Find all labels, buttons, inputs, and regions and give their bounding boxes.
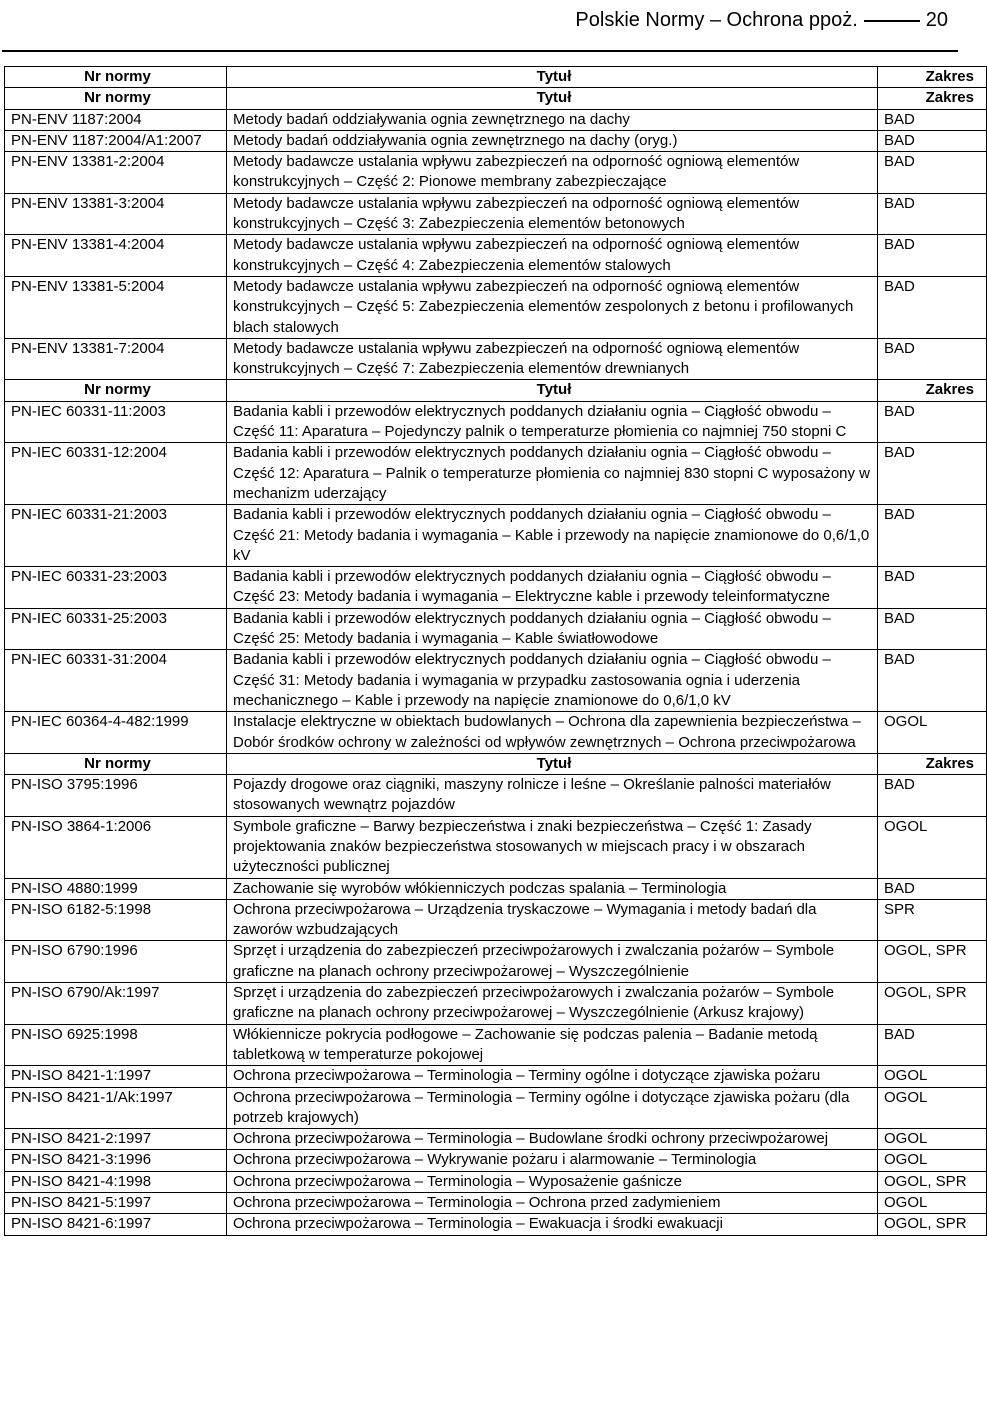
norm-scope-cell: BAD — [878, 878, 987, 899]
norm-scope-cell: OGOL — [878, 1150, 987, 1171]
table-row — [5, 878, 987, 899]
norm-number-cell: PN-IEC 60331-11:2003 — [5, 401, 227, 443]
table-row — [5, 443, 987, 505]
norm-title-cell: Ochrona przeciwpożarowa – Terminologia – Terminy ogólne i dotyczące zjawiska pożaru (dla potrzeb krajowych) — [227, 1087, 878, 1129]
norm-scope-cell: OGOL — [878, 1066, 987, 1087]
norm-title-cell: Sprzęt i urządzenia do zabezpieczeń przeciwpożarowych i zwalczania pożarów – Symbole graficzne na planach ochrony przeciwpożarowej – Wyszczególnienie (Arkusz krajowy) — [227, 983, 878, 1025]
norm-number-cell: PN-ISO 8421-4:1998 — [5, 1171, 227, 1192]
norm-title-cell: Metody badawcze ustalania wpływu zabezpieczeń na odporność ogniową elementów konstrukcyjnych – Część 5: Zabezpieczenia elementów zespolonych z betonu i profilowanych blach stalowych — [227, 276, 878, 338]
norm-scope-cell: BAD — [878, 193, 987, 235]
table-row — [5, 983, 987, 1025]
page-number: 20 — [925, 9, 948, 31]
norm-number-cell: PN-ISO 6925:1998 — [5, 1024, 227, 1066]
table-row — [5, 1150, 987, 1171]
norm-number-cell: PN-IEC 60331-21:2003 — [5, 505, 227, 567]
norm-title-cell: Badania kabli i przewodów elektrycznych poddanych działaniu ognia – Ciągłość obwodu – Część 25: Metody badania i wymagania – Kable światłowodowe — [227, 608, 878, 650]
table-header-row — [5, 67, 987, 88]
table-row — [5, 712, 987, 754]
page-header-title: Polskie Normy – Ochrona ppoż. — [575, 9, 858, 31]
norm-number-cell: PN-IEC 60331-23:2003 — [5, 567, 227, 609]
norm-scope-cell: BAD — [878, 650, 987, 712]
table-row — [5, 1214, 987, 1235]
norm-number-cell: PN-ENV 1187:2004 — [5, 109, 227, 130]
table-row — [5, 899, 987, 941]
norm-scope-cell: OGOL — [878, 816, 987, 878]
column-header-norm: Nr normy — [5, 380, 227, 401]
norms-table — [4, 66, 987, 1236]
norm-title-cell: Metody badawcze ustalania wpływu zabezpieczeń na odporność ogniową elementów konstrukcyjnych – Część 7: Zabezpieczenia elementów drewnianych — [227, 338, 878, 380]
norm-number-cell: PN-IEC 60364-4-482:1999 — [5, 712, 227, 754]
norm-number-cell: PN-ENV 13381-3:2004 — [5, 193, 227, 235]
norm-number-cell: PN-ISO 6790/Ak:1997 — [5, 983, 227, 1025]
norm-title-cell: Włókiennicze pokrycia podłogowe – Zachowanie się podczas palenia – Badanie metodą tabletkową w temperaturze pokojowej — [227, 1024, 878, 1066]
norm-scope-cell: OGOL — [878, 1129, 987, 1150]
norm-number-cell: PN-IEC 60331-25:2003 — [5, 608, 227, 650]
norm-title-cell: Metody badawcze ustalania wpływu zabezpieczeń na odporność ogniową elementów konstrukcyjnych – Część 4: Zabezpieczenia elementów stalowych — [227, 235, 878, 277]
norm-title-cell: Ochrona przeciwpożarowa – Terminologia – Wyposażenie gaśnicze — [227, 1171, 878, 1192]
norm-scope-cell: OGOL, SPR — [878, 1171, 987, 1192]
norm-scope-cell: OGOL — [878, 1087, 987, 1129]
column-header-title: Tytuł — [227, 88, 878, 109]
norm-number-cell: PN-ISO 8421-3:1996 — [5, 1150, 227, 1171]
norm-number-cell: PN-ISO 4880:1999 — [5, 878, 227, 899]
norm-number-cell: PN-ISO 8421-5:1997 — [5, 1193, 227, 1214]
norm-number-cell: PN-ISO 3795:1996 — [5, 775, 227, 817]
table-row — [5, 338, 987, 380]
norm-title-cell: Badania kabli i przewodów elektrycznych poddanych działaniu ognia – Ciągłość obwodu – Część 11: Aparatura – Pojedynczy palnik o temperaturze płomienia co najmniej 750 stopni C — [227, 401, 878, 443]
table-row — [5, 1024, 987, 1066]
norm-scope-cell: BAD — [878, 505, 987, 567]
column-header-scope: Zakres — [878, 88, 987, 109]
norm-scope-cell: BAD — [878, 608, 987, 650]
norm-scope-cell: OGOL — [878, 712, 987, 754]
column-header-title: Tytuł — [227, 380, 878, 401]
norm-title-cell: Metody badawcze ustalania wpływu zabezpieczeń na odporność ogniową elementów konstrukcyjnych – Część 3: Zabezpieczenia elementów betonowych — [227, 193, 878, 235]
norm-number-cell: PN-ENV 13381-7:2004 — [5, 338, 227, 380]
norm-number-cell: PN-ISO 8421-1/Ak:1997 — [5, 1087, 227, 1129]
norm-title-cell: Badania kabli i przewodów elektrycznych poddanych działaniu ognia – Ciągłość obwodu – Część 12: Aparatura – Palnik o temperaturze płomienia co najmniej 830 stopni C wyposażony w mechanizm uderzający — [227, 443, 878, 505]
table-row — [5, 1171, 987, 1192]
norm-number-cell: PN-ISO 3864-1:2006 — [5, 816, 227, 878]
norm-scope-cell: BAD — [878, 276, 987, 338]
norm-title-cell: Instalacje elektryczne w obiektach budowlanych – Ochrona dla zapewnienia bezpieczeństwa – Dobór środków ochrony w zależności od wpływów zewnętrznych – Ochrona przeciwpożarowa — [227, 712, 878, 754]
norm-scope-cell: SPR — [878, 899, 987, 941]
norm-title-cell: Metody badań oddziaływania ognia zewnętrznego na dachy (oryg.) — [227, 130, 878, 151]
table-header-row — [5, 753, 987, 774]
table-row — [5, 775, 987, 817]
norm-title-cell: Sprzęt i urządzenia do zabezpieczeń przeciwpożarowych i zwalczania pożarów – Symbole graficzne na planach ochrony przeciwpożarowej – Wyszczególnienie — [227, 941, 878, 983]
norm-scope-cell: BAD — [878, 567, 987, 609]
norm-number-cell: PN-ISO 6182-5:1998 — [5, 899, 227, 941]
norm-scope-cell: BAD — [878, 109, 987, 130]
norm-title-cell: Pojazdy drogowe oraz ciągniki, maszyny rolnicze i leśne – Określanie palności materiałów stosowanych wewnątrz pojazdów — [227, 775, 878, 817]
table-row — [5, 401, 987, 443]
table-row — [5, 1129, 987, 1150]
header-rule — [2, 50, 958, 52]
table-row — [5, 505, 987, 567]
table-row — [5, 276, 987, 338]
table-header-row — [5, 380, 987, 401]
table-row — [5, 650, 987, 712]
table-row — [5, 1066, 987, 1087]
norm-number-cell: PN-ENV 13381-5:2004 — [5, 276, 227, 338]
norms-table-body — [5, 67, 987, 1236]
page-header — [0, 0, 948, 40]
column-header-scope: Zakres — [878, 67, 987, 88]
column-header-title: Tytuł — [227, 753, 878, 774]
norm-scope-cell: BAD — [878, 775, 987, 817]
column-header-norm: Nr normy — [5, 67, 227, 88]
norm-scope-cell: OGOL, SPR — [878, 983, 987, 1025]
table-row — [5, 1087, 987, 1129]
table-row — [5, 608, 987, 650]
table-header-row — [5, 88, 987, 109]
norm-scope-cell: BAD — [878, 152, 987, 194]
norm-number-cell: PN-ENV 13381-2:2004 — [5, 152, 227, 194]
norm-number-cell: PN-ENV 13381-4:2004 — [5, 235, 227, 277]
norm-title-cell: Badania kabli i przewodów elektrycznych poddanych działaniu ognia – Ciągłość obwodu – Część 31: Metody badania i wymagania w przypadku zastosowania ognia i uderzenia mechanicznego – Kable i przewody na napięcie znamionowe do 0,6/1,0 kV — [227, 650, 878, 712]
norm-scope-cell: BAD — [878, 338, 987, 380]
norm-number-cell: PN-IEC 60331-31:2004 — [5, 650, 227, 712]
norm-number-cell: PN-ISO 8421-6:1997 — [5, 1214, 227, 1235]
norm-title-cell: Zachowanie się wyrobów włókienniczych podczas spalania – Terminologia — [227, 878, 878, 899]
norm-title-cell: Ochrona przeciwpożarowa – Terminologia – Terminy ogólne i dotyczące zjawiska pożaru — [227, 1066, 878, 1087]
table-row — [5, 235, 987, 277]
norm-number-cell: PN-IEC 60331-12:2004 — [5, 443, 227, 505]
norm-title-cell: Symbole graficzne – Barwy bezpieczeństwa i znaki bezpieczeństwa – Część 1: Zasady projektowania znaków bezpieczeństwa stosowanych w miejscach pracy i w obszarach użyteczności publicznej — [227, 816, 878, 878]
norm-scope-cell: BAD — [878, 443, 987, 505]
norm-number-cell: PN-ISO 8421-2:1997 — [5, 1129, 227, 1150]
norm-title-cell: Ochrona przeciwpożarowa – Terminologia – Ochrona przed zadymieniem — [227, 1193, 878, 1214]
column-header-scope: Zakres — [878, 380, 987, 401]
norm-scope-cell: BAD — [878, 401, 987, 443]
norm-title-cell: Badania kabli i przewodów elektrycznych poddanych działaniu ognia – Ciągłość obwodu – Część 21: Metody badania i wymagania – Kable i przewody na napięcie znamionowe do 0,6/1,0 kV — [227, 505, 878, 567]
norm-number-cell: PN-ISO 6790:1996 — [5, 941, 227, 983]
norm-scope-cell: BAD — [878, 130, 987, 151]
norm-title-cell: Ochrona przeciwpożarowa – Wykrywanie pożaru i alarmowanie – Terminologia — [227, 1150, 878, 1171]
header-separator — [864, 20, 920, 22]
norm-scope-cell: OGOL, SPR — [878, 941, 987, 983]
norm-title-cell: Ochrona przeciwpożarowa – Urządzenia tryskaczowe – Wymagania i metody badań dla zaworów wzbudzających — [227, 899, 878, 941]
column-header-norm: Nr normy — [5, 88, 227, 109]
norm-scope-cell: BAD — [878, 235, 987, 277]
table-row — [5, 130, 987, 151]
norm-scope-cell: OGOL — [878, 1193, 987, 1214]
column-header-title: Tytuł — [227, 67, 878, 88]
norm-number-cell: PN-ENV 1187:2004/A1:2007 — [5, 130, 227, 151]
table-row — [5, 152, 987, 194]
norm-title-cell: Metody badawcze ustalania wpływu zabezpieczeń na odporność ogniową elementów konstrukcyjnych – Część 2: Pionowe membrany zabezpieczające — [227, 152, 878, 194]
table-row — [5, 941, 987, 983]
table-row — [5, 109, 987, 130]
table-row — [5, 816, 987, 878]
table-row — [5, 1193, 987, 1214]
table-row — [5, 193, 987, 235]
norm-title-cell: Ochrona przeciwpożarowa – Terminologia – Budowlane środki ochrony przeciwpożarowej — [227, 1129, 878, 1150]
norm-number-cell: PN-ISO 8421-1:1997 — [5, 1066, 227, 1087]
column-header-scope: Zakres — [878, 753, 987, 774]
table-row — [5, 567, 987, 609]
norm-title-cell: Ochrona przeciwpożarowa – Terminologia – Ewakuacja i środki ewakuacji — [227, 1214, 878, 1235]
norm-scope-cell: OGOL, SPR — [878, 1214, 987, 1235]
norm-title-cell: Metody badań oddziaływania ognia zewnętrznego na dachy — [227, 109, 878, 130]
column-header-norm: Nr normy — [5, 753, 227, 774]
norm-title-cell: Badania kabli i przewodów elektrycznych poddanych działaniu ognia – Ciągłość obwodu – Część 23: Metody badania i wymagania – Elektryczne kable i przewody teleinformatyczne — [227, 567, 878, 609]
norm-scope-cell: BAD — [878, 1024, 987, 1066]
